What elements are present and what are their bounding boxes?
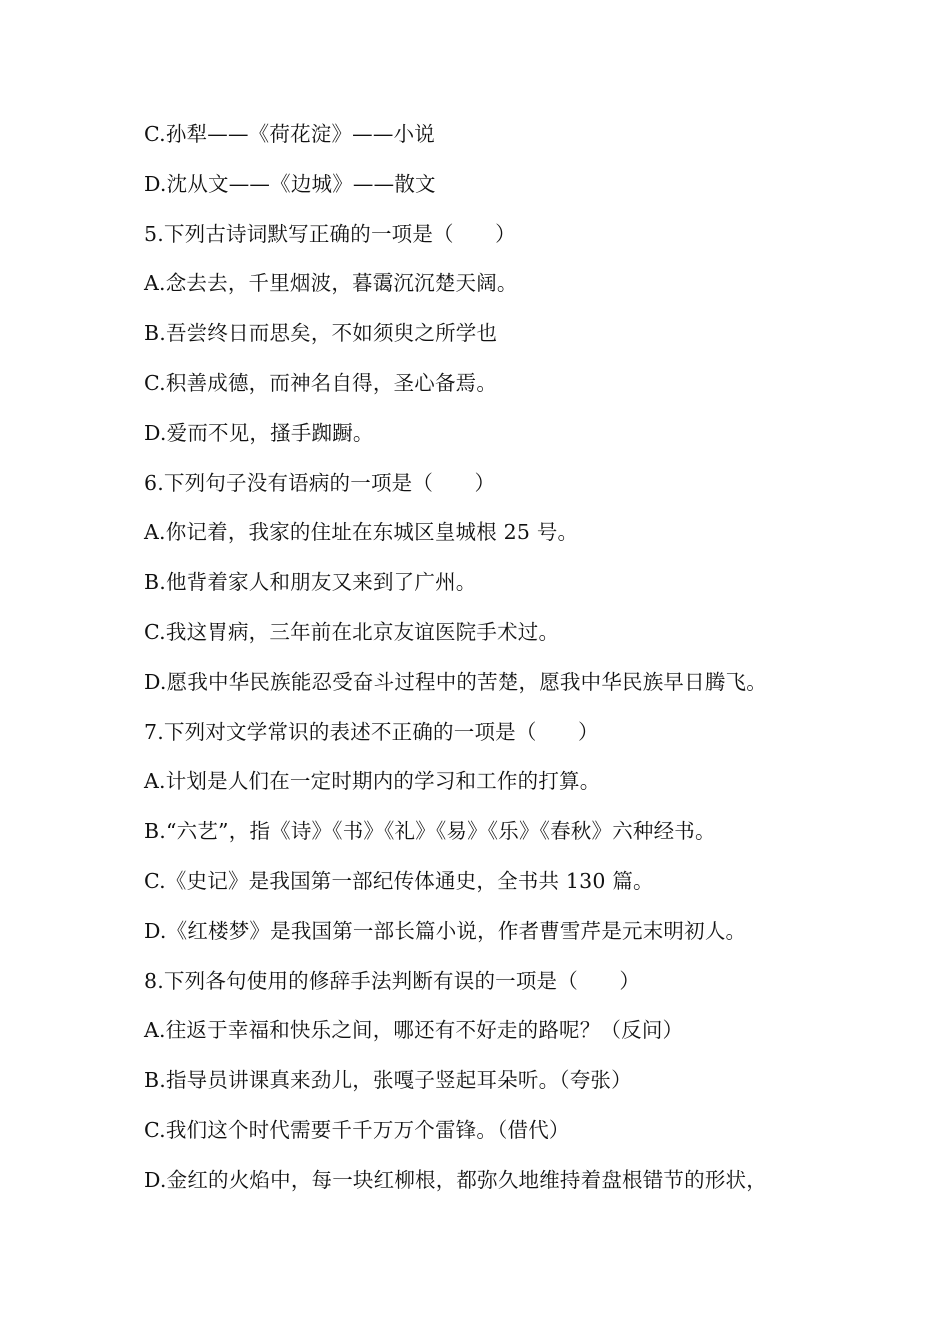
option-a-q5: A.念去去，千里烟波，暮霭沉沉楚天阔。 <box>144 271 518 296</box>
option-d-q7: D.《红楼梦》是我国第一部长篇小说，作者曹雪芹是元末明初人。 <box>144 918 747 943</box>
option-a-q7: A.计划是人们在一定时期内的学习和工作的打算。 <box>144 769 601 794</box>
question-8-stem: 8.下列各句使用的修辞手法判断有误的一项是（ ） <box>144 968 641 993</box>
option-a-q8: A.往返于幸福和快乐之间，哪还有不好走的路呢？（反问） <box>144 1018 684 1043</box>
option-b-q6: B.他背着家人和朋友又来到了广州。 <box>144 570 477 595</box>
option-c-q4: C.孙犁——《荷花淀》——小说 <box>144 122 435 146</box>
option-c-q8: C.我们这个时代需要千千万万个雷锋。（借代） <box>144 1117 570 1142</box>
question-7-stem: 7.下列对文学常识的表述不正确的一项是（ ） <box>144 719 599 744</box>
option-c-q6: C.我这胃病，三年前在北京友谊医院手术过。 <box>144 619 560 644</box>
option-c-q5: C.积善成德，而神名自得，圣心备焉。 <box>144 370 498 395</box>
option-a-q6: A.你记着，我家的住址在东城区皇城根 25 号。 <box>144 520 579 545</box>
question-text-block <box>144 116 844 1212</box>
option-d-q6: D.愿我中华民族能忍受奋斗过程中的苦楚，愿我中华民族早日腾飞。 <box>144 669 767 694</box>
option-d-q4: D.沈从文——《边城》——散文 <box>144 171 436 196</box>
question-6-stem: 6.下列句子没有语病的一项是（ ） <box>144 470 496 495</box>
question-5-stem: 5.下列古诗词默写正确的一项是（ ） <box>144 221 516 246</box>
option-d-q5: D.爱而不见，搔手踟蹰。 <box>144 420 374 445</box>
option-b-q5: B.吾尝终日而思矣，不如须臾之所学也 <box>144 321 498 346</box>
option-c-q7: C.《史记》是我国第一部纪传体通史，全书共 130 篇。 <box>144 868 654 893</box>
option-b-q8: B.指导员讲课真来劲儿，张嘎子竖起耳朵听。（夸张） <box>144 1068 632 1093</box>
option-d-q8: D.金红的火焰中，每一块红柳根，都弥久地维持着盘根错节的形状， <box>144 1167 767 1192</box>
option-b-q7: B.“六艺”，指《诗》《书》《礼》《易》《乐》《春秋》六种经书。 <box>144 819 716 844</box>
